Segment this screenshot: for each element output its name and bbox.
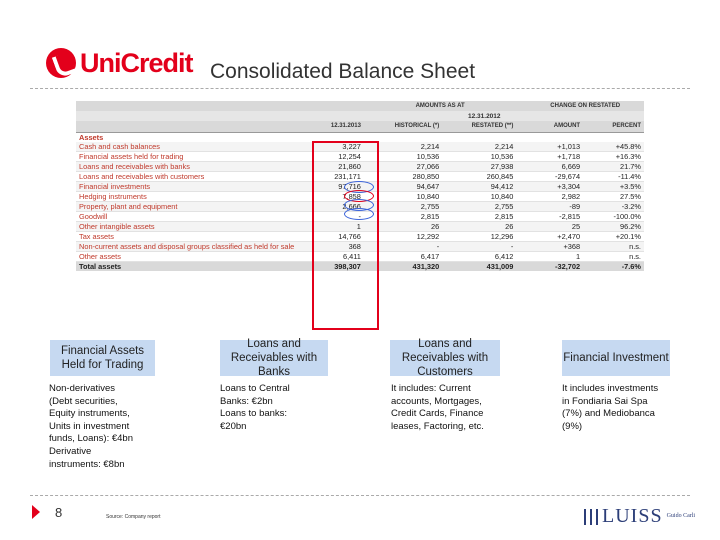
cell-rest: 10,840	[442, 191, 516, 201]
triangle-marker-icon	[32, 505, 40, 519]
table-row	[76, 201, 644, 211]
cell-percent: 96.2%	[583, 221, 644, 231]
table-row	[76, 142, 644, 152]
cell-label: Loans and receivables with banks	[76, 161, 308, 171]
cell-v2013: 12,254	[308, 151, 364, 161]
cell-hist: 2,214	[364, 142, 442, 152]
cell-hist: 26	[364, 221, 442, 231]
cell-amount: 25	[526, 221, 583, 231]
cell-rest: 94,412	[442, 181, 516, 191]
cell-percent: +20.1%	[583, 231, 644, 241]
description-line: (Debt securities,	[49, 395, 118, 407]
description-line: (7%) and Mediobanca	[562, 408, 655, 420]
cell-label: Financial assets held for trading	[76, 151, 308, 161]
table-header-row-2	[76, 111, 644, 121]
col-amount: AMOUNT	[526, 121, 583, 132]
table-row	[76, 151, 644, 161]
cell-hist: 2,815	[364, 211, 442, 221]
description-line: Non-derivatives	[49, 383, 115, 394]
cell-v2013: 97,716	[308, 181, 364, 191]
cell-v2013: 14,766	[308, 231, 364, 241]
luiss-subtext: Guido Carli	[666, 513, 696, 519]
cell-amount: -29,674	[526, 171, 583, 181]
cell-percent: +45.8%	[583, 142, 644, 152]
cell-v2013: 1	[308, 221, 364, 231]
table-row	[76, 171, 644, 181]
cell-amount: +2,470	[526, 231, 583, 241]
cell-label: Goodwill	[76, 211, 308, 221]
category-customers: Loans and Receivables with Customers	[390, 340, 500, 376]
cell-v2013: 2,666	[308, 201, 364, 211]
unicredit-logo	[46, 46, 193, 80]
table-row	[76, 241, 644, 251]
cell-percent: 27.5%	[583, 191, 644, 201]
desc-investment	[562, 383, 712, 433]
cell-v2013: 6,411	[308, 251, 364, 261]
cell-amount: +1,013	[526, 142, 583, 152]
cell-amount: +1,718	[526, 151, 583, 161]
cell-hist: 10,840	[364, 191, 442, 201]
cell-rest: 2,755	[442, 201, 516, 211]
description-line: €20bn	[220, 420, 247, 432]
cell-amount: -2,815	[526, 211, 583, 221]
table-header-row-1	[76, 101, 644, 111]
year-2012-header: 12.31.2012	[442, 111, 526, 121]
desc-trading	[49, 383, 189, 471]
col-restated: RESTATED (**)	[442, 121, 516, 132]
description-line: Credit Cards, Finance	[391, 408, 484, 420]
cell-rest: 260,845	[442, 171, 516, 181]
cell-v2013: 7,858	[308, 191, 364, 201]
col-2013: 12.31.2013	[308, 121, 364, 132]
cell-label: Other assets	[76, 251, 308, 261]
description-line: leases, Factoring, etc.	[391, 420, 484, 432]
cell-rest: 6,412	[442, 251, 516, 261]
description-line: Loans to Central	[220, 383, 290, 394]
cell-rest: 2,815	[442, 211, 516, 221]
total-row: Total assets 398,307 431,320 431,009 -32,702 -7.6%	[76, 261, 644, 271]
cell-hist: 280,850	[364, 171, 442, 181]
cell-amount: 2,982	[526, 191, 583, 201]
change-header: CHANGE ON RESTATED	[526, 101, 644, 111]
cell-hist: 6,417	[364, 251, 442, 261]
cell-amount: -89	[526, 201, 583, 211]
table-row	[76, 221, 644, 231]
table-row	[76, 251, 644, 261]
desc-customers	[391, 383, 541, 433]
description-line: funds, Loans): €4bn	[49, 433, 133, 445]
luiss-logo-icon	[584, 509, 598, 525]
cell-label: Other intangible assets	[76, 221, 308, 231]
description-line: It includes investments	[562, 383, 659, 394]
cell-percent: n.s.	[583, 241, 644, 251]
cell-hist: 27,066	[364, 161, 442, 171]
table-row	[76, 181, 644, 191]
cell-rest: -	[442, 241, 516, 251]
table-row	[76, 191, 644, 201]
description-line: It includes: Current	[391, 383, 471, 394]
cell-label: Cash and cash balances	[76, 142, 308, 152]
cell-label: Property, plant and equipment	[76, 201, 308, 211]
cell-hist: -	[364, 241, 442, 251]
category-trading: Financial Assets Held for Trading	[50, 340, 155, 376]
cell-percent: n.s.	[583, 251, 644, 261]
cell-amount: 1	[526, 251, 583, 261]
description-line: (9%)	[562, 420, 583, 432]
section-label: Assets	[79, 132, 104, 142]
amounts-as-at-header: AMOUNTS AS AT	[364, 101, 516, 111]
description-line: Loans to banks:	[220, 408, 288, 420]
top-divider	[30, 88, 690, 89]
table-header-row-3	[76, 121, 644, 132]
cell-percent: 21.7%	[583, 161, 644, 171]
unicredit-logo-icon	[46, 48, 76, 78]
balance-sheet-table	[76, 101, 644, 329]
cell-hist: 94,647	[364, 181, 442, 191]
description-line: accounts, Mortgages,	[391, 395, 482, 407]
cell-percent: -11.4%	[583, 171, 644, 181]
luiss-text: LUISS	[602, 505, 663, 527]
bottom-divider	[30, 495, 690, 496]
section-row	[76, 132, 644, 142]
description-line: Banks: €2bn	[220, 395, 273, 407]
category-investment: Financial Investment	[562, 340, 670, 376]
cell-percent: -100.0%	[583, 211, 644, 221]
category-banks: Loans and Receivables with Banks	[220, 340, 328, 376]
cell-rest: 12,296	[442, 231, 516, 241]
cell-rest: 2,214	[442, 142, 516, 152]
col-historical: HISTORICAL (*)	[364, 121, 442, 132]
cell-label: Loans and receivables with customers	[76, 171, 308, 181]
cell-amount: +3,304	[526, 181, 583, 191]
cell-hist: 12,292	[364, 231, 442, 241]
cell-v2013: 3,227	[308, 142, 364, 152]
cell-percent: +16.3%	[583, 151, 644, 161]
luiss-logo	[584, 505, 697, 528]
cell-label: Financial investments	[76, 181, 308, 191]
cell-hist: 2,755	[364, 201, 442, 211]
cell-label: Tax assets	[76, 231, 308, 241]
table-row	[76, 231, 644, 241]
cell-v2013: 231,171	[308, 171, 364, 181]
cell-v2013: 368	[308, 241, 364, 251]
cell-percent: -3.2%	[583, 201, 644, 211]
cell-amount: 6,669	[526, 161, 583, 171]
col-percent: PERCENT	[583, 121, 644, 132]
cell-hist: 10,536	[364, 151, 442, 161]
desc-banks	[220, 383, 360, 433]
description-line: instruments: €8bn	[49, 458, 125, 470]
description-line: Equity instruments,	[49, 408, 130, 420]
cell-amount: +368	[526, 241, 583, 251]
cell-label: Non-current assets and disposal groups classified as held for sale	[76, 241, 308, 251]
cell-rest: 10,536	[442, 151, 516, 161]
cell-rest: 27,938	[442, 161, 516, 171]
cell-v2013: -	[308, 211, 364, 221]
cell-percent: +3.5%	[583, 181, 644, 191]
cell-v2013: 21,860	[308, 161, 364, 171]
source-note: Source: Company report	[106, 514, 161, 520]
table-row	[76, 211, 644, 221]
slide-title: Consolidated Balance Sheet	[210, 60, 476, 83]
description-line: Units in investment	[49, 420, 130, 432]
cell-label: Hedging instruments	[76, 191, 308, 201]
description-line: Derivative	[49, 445, 92, 457]
logo-text: UniCredit	[80, 47, 193, 78]
table-row	[76, 161, 644, 171]
page-number: 8	[55, 505, 63, 520]
description-line: in Fondiaria Sai Spa	[562, 395, 648, 407]
cell-rest: 26	[442, 221, 516, 231]
